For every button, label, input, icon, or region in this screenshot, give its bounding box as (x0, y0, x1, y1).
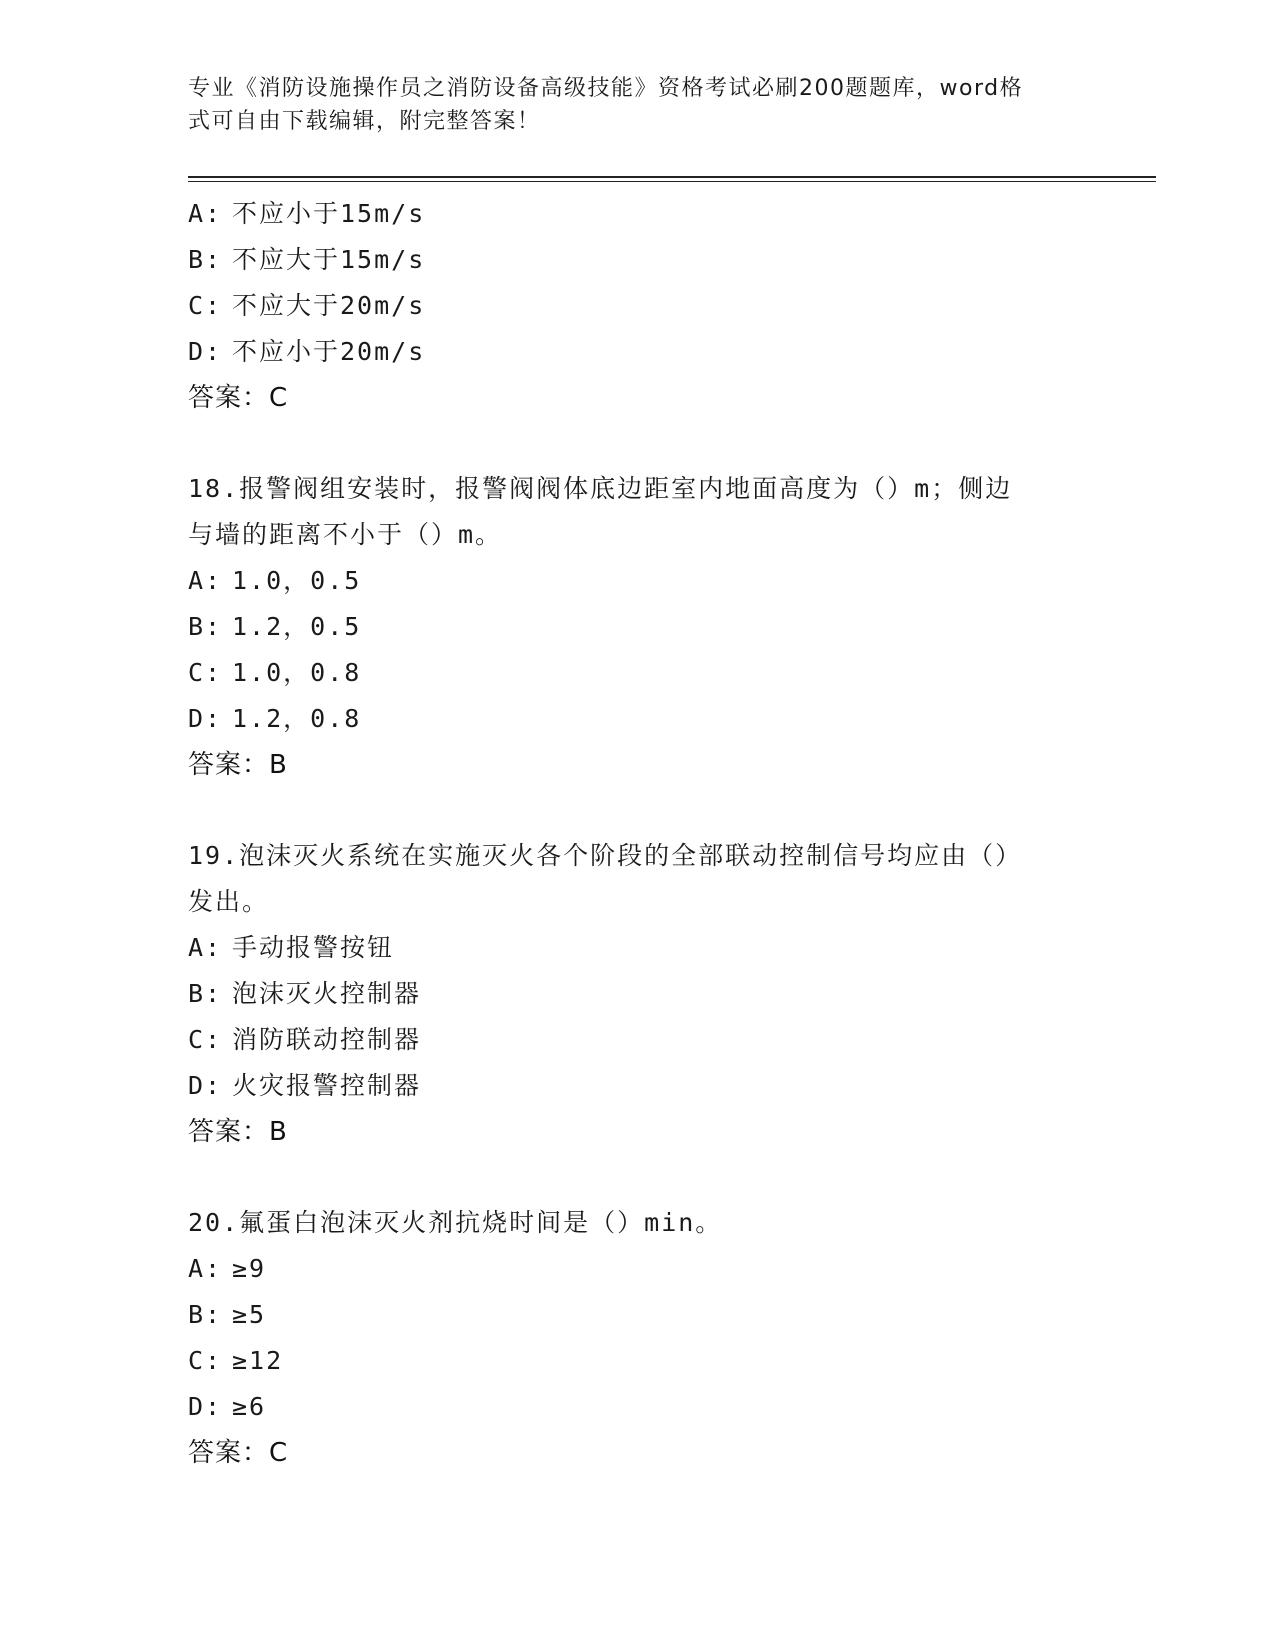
question-block-20 (188, 1200, 1088, 1476)
option-row (188, 558, 1088, 604)
option-text: 1.0，0.8 (232, 658, 362, 687)
option-text: 手动报警按钮 (232, 933, 395, 962)
option-text: 不应小于20m/s (232, 337, 426, 366)
option-text: 1.0，0.5 (232, 566, 362, 595)
question-stem-line: 发出。 (188, 887, 270, 916)
option-row (188, 650, 1088, 696)
option-row (188, 696, 1088, 742)
option-label: A: (188, 933, 223, 962)
option-label: A: (188, 199, 223, 228)
option-row (188, 1338, 1088, 1384)
option-label: D: (188, 337, 223, 366)
spacer (188, 788, 1088, 833)
option-label: C: (188, 1025, 223, 1054)
document-header (188, 72, 1068, 138)
option-label: A: (188, 566, 223, 595)
question-stem-line: 与墙的距离不小于（）m。 (188, 520, 503, 549)
option-row (188, 1063, 1088, 1109)
question-list (188, 191, 1088, 1476)
option-row (188, 1384, 1088, 1430)
option-text: ≥12 (232, 1346, 284, 1375)
spacer (188, 1155, 1088, 1200)
option-row (188, 329, 1088, 375)
option-label: D: (188, 1071, 223, 1100)
option-text: 1.2，0.8 (232, 704, 362, 733)
question-stem-line: 19.泡沫灭火系统在实施灭火各个阶段的全部联动控制信号均应由（） (188, 841, 1023, 870)
option-text: 1.2，0.5 (232, 612, 362, 641)
option-text: 泡沫灭火控制器 (232, 979, 422, 1008)
question-block-18 (188, 466, 1088, 788)
answer-line: 答案：C (188, 383, 289, 413)
header-divider-thick (188, 176, 1156, 178)
question-block-continued (188, 191, 1088, 421)
question-block-19 (188, 833, 1088, 1155)
header-title-line-2: 式可自由下载编辑，附完整答案！ (188, 109, 541, 134)
option-label: B: (188, 1300, 223, 1329)
option-text: ≥6 (232, 1392, 267, 1421)
option-row (188, 1292, 1088, 1338)
option-label: B: (188, 612, 223, 641)
option-row (188, 1017, 1088, 1063)
option-row (188, 971, 1088, 1017)
option-row (188, 237, 1088, 283)
answer-line: 答案：C (188, 1438, 289, 1468)
option-text: 消防联动控制器 (232, 1025, 422, 1054)
option-label: C: (188, 658, 223, 687)
question-stem-line: 20.氟蛋白泡沫灭火剂抗烧时间是（）min。 (188, 1208, 723, 1237)
answer-line: 答案：B (188, 750, 288, 780)
header-title-line-1: 专业《消防设施操作员之消防设备高级技能》资格考试必刷200题题库，word格 (188, 76, 1024, 101)
option-label: D: (188, 704, 223, 733)
spacer (188, 421, 1088, 466)
option-label: D: (188, 1392, 223, 1421)
answer-line: 答案：B (188, 1117, 288, 1147)
option-text: 不应大于20m/s (232, 291, 426, 320)
option-text: ≥5 (232, 1300, 267, 1329)
option-text: 不应大于15m/s (232, 245, 426, 274)
option-row (188, 604, 1088, 650)
option-row (188, 191, 1088, 237)
question-stem-line: 18.报警阀组安装时，报警阀阀体底边距室内地面高度为（）m；侧边 (188, 474, 1013, 503)
option-text: 火灾报警控制器 (232, 1071, 422, 1100)
option-label: C: (188, 291, 223, 320)
header-divider-thin (188, 181, 1156, 182)
option-label: A: (188, 1254, 223, 1283)
option-row (188, 925, 1088, 971)
option-label: B: (188, 979, 223, 1008)
option-label: C: (188, 1346, 223, 1375)
option-text: 不应小于15m/s (232, 199, 426, 228)
option-label: B: (188, 245, 223, 274)
option-text: ≥9 (232, 1254, 267, 1283)
option-row (188, 1246, 1088, 1292)
option-row (188, 283, 1088, 329)
